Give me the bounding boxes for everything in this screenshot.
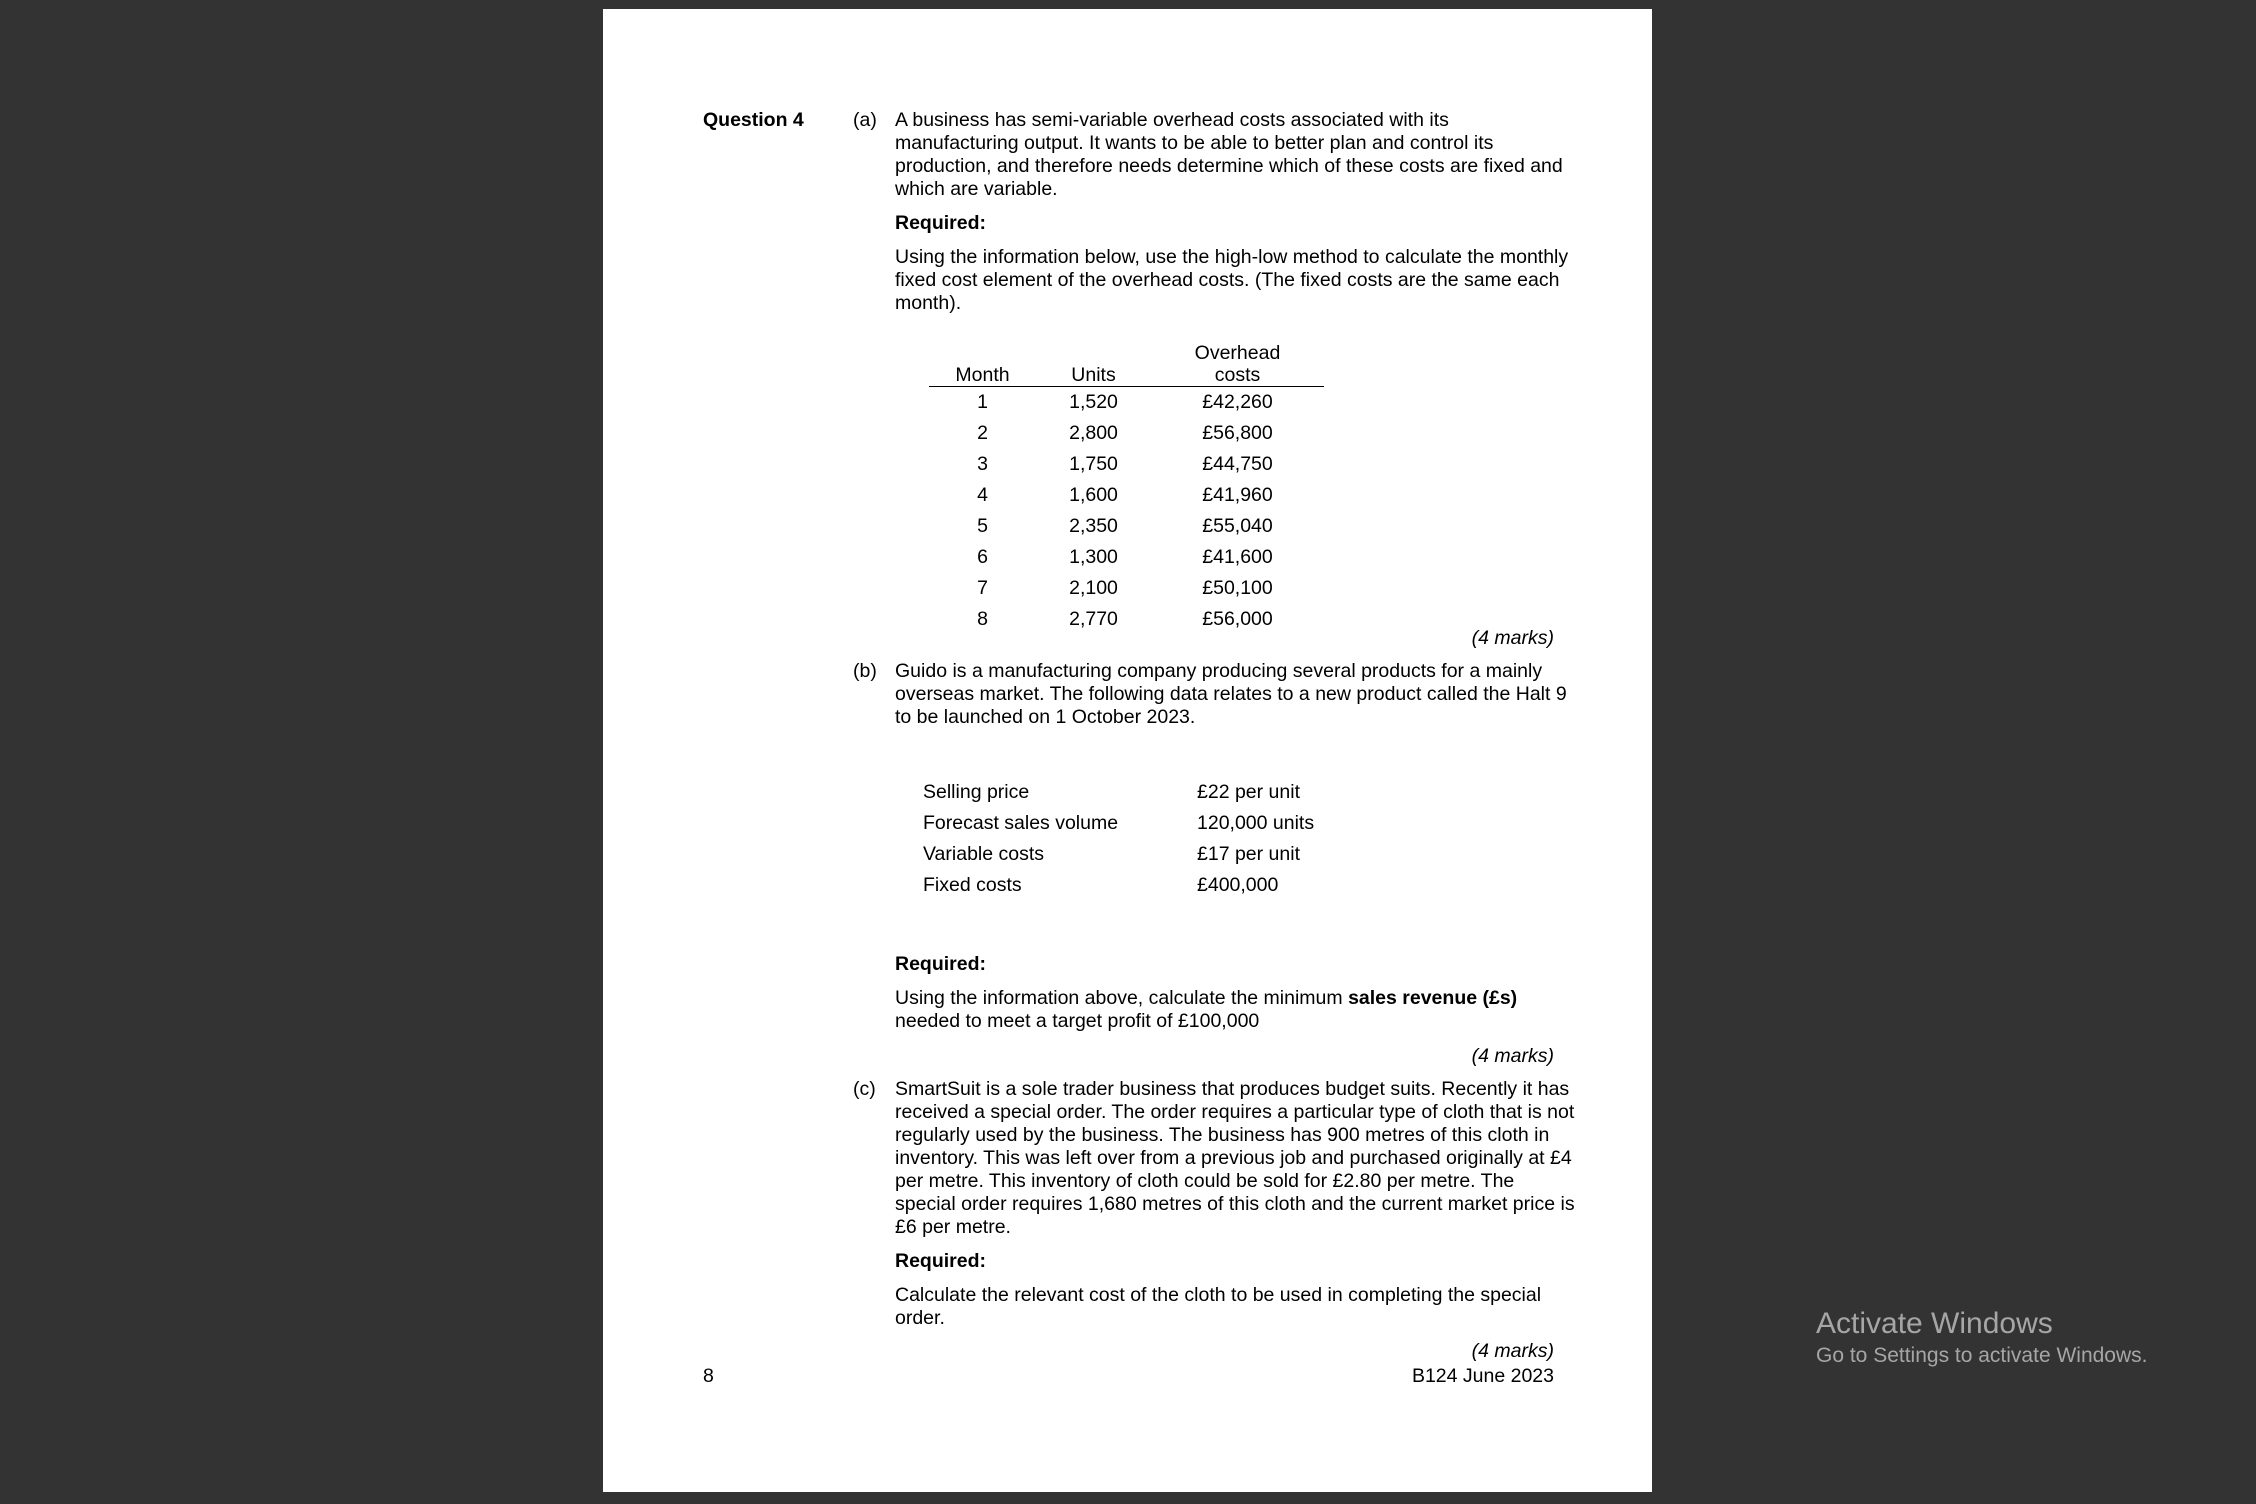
table-row: 6 1,300 £41,600 <box>977 545 1273 568</box>
question-title: Question 4 <box>703 109 804 131</box>
page-number: 8 <box>703 1365 714 1387</box>
part-a-intro: A business has semi-variable overhead costs associated with its manufacturing output. It wants to be able to better plan and control its production, and therefore needs determine which of these costs are fixed and which are variable. <box>895 109 1563 200</box>
document-page <box>603 9 1652 1492</box>
part-b-required-label: Required: <box>895 953 987 975</box>
part-a-label: (a) <box>853 109 877 131</box>
part-a-instruction: Using the information below, use the high-low method to calculate the monthly fixed cost element of the overhead costs. (The fixed costs are the same each month). <box>895 246 1569 314</box>
halt9-data-table <box>923 777 1397 901</box>
part-b-intro: Guido is a manufacturing company producing several products for a mainly overseas market. The following data relates to a new product called the Halt 9 to be launched on 1 October 2023. <box>895 660 1567 728</box>
part-b-label: (b) <box>853 660 877 682</box>
overhead-cost-table <box>929 329 1324 635</box>
part-c-required-label: Required: <box>895 1250 987 1272</box>
table-row: 7 2,100 £50,100 <box>977 576 1273 599</box>
part-c-label: (c) <box>853 1078 876 1100</box>
table-row: 8 2,770 £56,000 <box>977 607 1273 630</box>
activation-watermark <box>1816 1306 2148 1370</box>
col-header-units: Units <box>1071 363 1116 386</box>
paper-code: B124 June 2023 <box>1411 1365 1554 1387</box>
part-c-marks: (4 marks) <box>1471 1340 1554 1362</box>
part-c-intro: SmartSuit is a sole trader business that produces budget suits. Recently it has received a special order. The order requires a particular type of cloth that is not regularly used by the business. The business has 900 metres of this cloth in inventory. This was left over from a previous job and purchased originally at £4 per metre. This inventory of cloth could be sold for £2.80 per metre. The special order requires 1,680 metres of this cloth and the current market price is £6 per metre. <box>895 1078 1575 1238</box>
list-item: Forecast sales volume 120,000 units <box>923 812 1315 834</box>
list-item: Selling price £22 per unit <box>923 781 1300 803</box>
table-row: 4 1,600 £41,960 <box>977 483 1273 506</box>
table-row: 2 2,800 £56,800 <box>977 421 1273 444</box>
table-row: 1 1,520 £42,260 <box>977 390 1273 413</box>
table-row: 3 1,750 £44,750 <box>977 452 1273 475</box>
list-item: Fixed costs £400,000 <box>923 874 1279 896</box>
table-row: 5 2,350 £55,040 <box>977 514 1273 537</box>
part-a-required-label: Required: <box>895 212 987 234</box>
part-c-instruction: Calculate the relevant cost of the cloth to be used in completing the special order. <box>895 1284 1542 1329</box>
part-b-instruction: Using the information above, calculate the minimum sales revenue (£s) needed to meet a target profit of £100,000 <box>895 987 1518 1032</box>
watermark-subtitle: Go to Settings to activate Windows. <box>1816 1344 2148 1367</box>
col-header-month: Month <box>955 363 1010 386</box>
col-header-overhead-costs: Overhead costs <box>1194 341 1281 386</box>
list-item: Variable costs £17 per unit <box>923 843 1300 865</box>
part-a-marks: (4 marks) <box>1471 627 1554 649</box>
watermark-title: Activate Windows <box>1816 1307 2053 1340</box>
part-b-marks: (4 marks) <box>1471 1045 1554 1067</box>
